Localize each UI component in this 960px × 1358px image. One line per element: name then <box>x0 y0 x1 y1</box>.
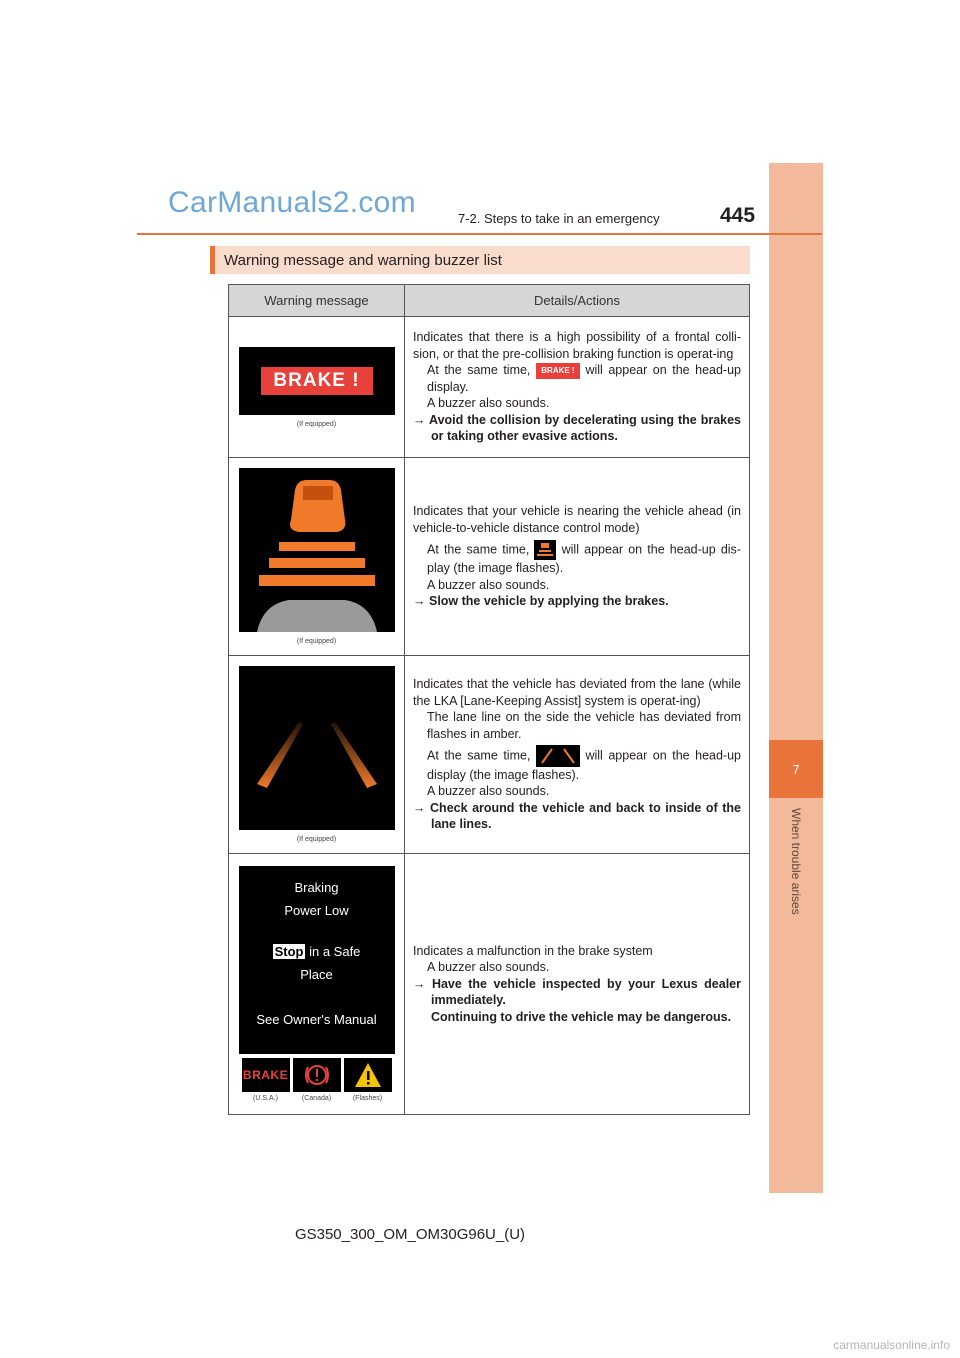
row-details-cell <box>405 854 750 1115</box>
buzzer-note: A buzzer also sounds. <box>427 784 550 799</box>
same-time-post: will appear on the head-up dis-play (the image flashes). <box>427 542 741 576</box>
same-time-note <box>413 540 741 576</box>
action-note: → Check around the vehicle and back to inside of the lane lines. <box>413 800 741 832</box>
header-rule <box>137 233 822 235</box>
brake-indicator-icons <box>229 1058 404 1092</box>
same-time-post: will appear on the head-up display (the image flashes). <box>427 748 741 782</box>
brake-text-icon: BRAKE <box>242 1058 290 1092</box>
row-details-cell <box>405 656 750 854</box>
action-note: → Slow the vehicle by applying the brakes. <box>413 594 669 609</box>
screen-line-power-low: Power Low <box>284 903 349 918</box>
row-image-cell <box>229 317 405 458</box>
stop-highlight: Stop <box>274 944 304 959</box>
row-details-cell <box>405 317 750 458</box>
table-row <box>229 458 750 656</box>
row-details-cell <box>405 458 750 656</box>
row-image-cell <box>229 656 405 854</box>
site-logo[interactable]: CarManuals2.com <box>168 186 416 219</box>
row-image-cell <box>229 458 405 656</box>
icon-captions <box>229 1095 404 1102</box>
section-bar-title: Warning message and warning buzzer list <box>224 252 502 269</box>
same-time-post: will appear on the head-up display. <box>427 363 741 394</box>
action-note: → Avoid the collision by decelerating using the brakes or taking other evasive actions. <box>413 412 741 444</box>
warning-table <box>228 284 750 1112</box>
braking-power-low-screen <box>239 866 395 1054</box>
row-image-cell <box>229 854 405 1115</box>
buzzer-note: A buzzer also sounds. <box>427 577 550 592</box>
vehicle-ahead-icon <box>239 468 395 632</box>
screen-line-place: Place <box>300 967 333 982</box>
footer-code: GS350_300_OM_OM30G96U_(U) <box>294 1226 526 1243</box>
caption-canada: (Canada) <box>301 1095 332 1102</box>
action-note: → Have the vehicle inspected by your Lexus dealer immediately. <box>413 976 741 1008</box>
same-time-pre: At the same time, <box>427 363 531 378</box>
same-time-note <box>413 745 741 783</box>
row-description: Indicates a malfunction in the brake system <box>413 943 653 958</box>
brake-warning-label: BRAKE ! <box>261 367 373 395</box>
lane-note: The lane line on the side the vehicle has deviated from flashes in amber. <box>427 710 741 741</box>
same-time-pre: At the same time, <box>427 542 530 557</box>
lane-departure-screen <box>239 666 395 830</box>
row-description: Indicates that there is a high possibility of a frontal colli-sion, or that the pre-collision braking function is operat-ing <box>413 330 741 361</box>
side-tab <box>769 163 823 1193</box>
vehicle-ahead-screen <box>239 468 395 632</box>
screen-line-manual: See Owner's Manual <box>256 1012 377 1027</box>
table-row <box>229 656 750 854</box>
lane-departure-icon <box>239 666 395 830</box>
caption-usa: (U.S.A.) <box>253 1095 278 1102</box>
vehicle-ahead-mini-icon <box>534 540 556 560</box>
brake-circle-icon <box>293 1058 341 1092</box>
brake-warning-screen <box>239 347 395 415</box>
header-warning-message: Warning message <box>229 285 405 317</box>
row-description: Indicates that your vehicle is nearing the vehicle ahead (in vehicle-to-vehicle distance control mode) <box>413 504 741 535</box>
chapter-number: 7 <box>769 740 823 798</box>
caption-flashes: (Flashes) <box>352 1095 383 1102</box>
buzzer-note: A buzzer also sounds. <box>427 396 550 411</box>
same-time-note <box>413 362 741 395</box>
warning-triangle-icon <box>344 1058 392 1092</box>
table-row <box>229 854 750 1115</box>
screen-line-safe: in a Safe <box>309 944 361 959</box>
header-details-actions: Details/Actions <box>405 285 750 317</box>
buzzer-note: A buzzer also sounds. <box>427 960 550 975</box>
brake-mini-icon: BRAKE ! <box>536 363 580 379</box>
image-caption: (If equipped) <box>296 420 337 428</box>
screen-line-braking: Braking <box>294 880 339 895</box>
chapter-label <box>770 808 822 948</box>
screen-line-stop <box>239 944 395 959</box>
section-bar-accent <box>210 246 215 274</box>
section-title: 7-2. Steps to take in an emergency <box>458 211 660 226</box>
table-row <box>229 317 750 458</box>
chapter-label-text: When trouble arises <box>789 808 803 915</box>
action-note-secondary: Continuing to drive the vehicle may be dangerous. <box>431 1009 732 1024</box>
image-caption: (If equipped) <box>296 638 337 645</box>
same-time-pre: At the same time, <box>427 748 531 763</box>
image-caption: (If equipped) <box>296 836 337 843</box>
watermark[interactable]: carmanualsonline.info <box>833 1338 950 1352</box>
lane-mini-icon <box>536 745 580 767</box>
row-description: Indicates that the vehicle has deviated from the lane (while the LKA [Lane-Keeping Assist] system is operat-ing) <box>413 677 741 708</box>
page-number: 445 <box>720 204 756 227</box>
